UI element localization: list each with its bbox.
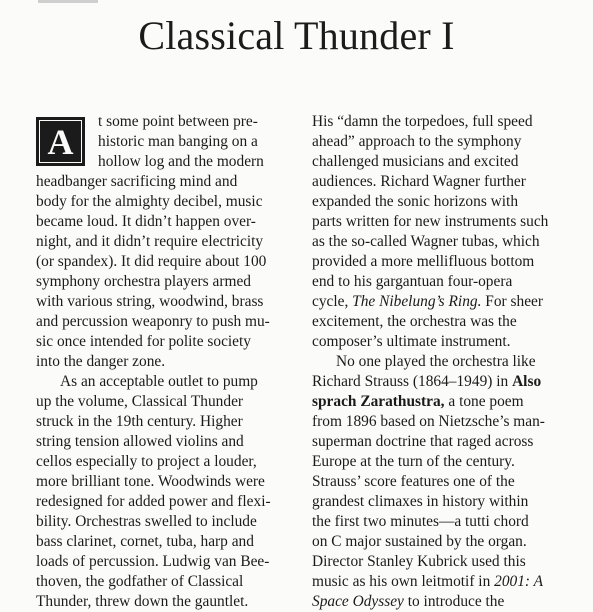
drop-cap-letter: A	[39, 120, 82, 163]
paragraph-wagner	[312, 112, 564, 352]
line: more brilliant tone. Woodwinds were	[36, 473, 265, 490]
line: hollow log and the modern	[98, 153, 264, 170]
line: superman doctrine that raged across	[312, 433, 534, 450]
line: (or spandex). It did require about 100	[36, 253, 267, 270]
line: Director Stanley Kubrick used this	[312, 553, 526, 570]
line: music as his own leitmotif in	[312, 573, 495, 590]
opera-title: The Nibelung’s Ring.	[352, 293, 482, 310]
line: night, and it didn’t require electricity	[36, 233, 264, 250]
line: Strauss’ score features one of the	[312, 473, 515, 490]
line: bass clarinet, cornet, tuba, harp and	[36, 533, 254, 550]
line: grandest climaxes in history within	[312, 493, 529, 510]
line: with various string, woodwind, brass	[36, 293, 264, 310]
line: audiences. Richard Wagner further	[312, 173, 526, 190]
line: and percussion weaponry to push mu-	[36, 313, 270, 330]
line: excitement, the orchestra was the	[312, 313, 517, 330]
work-title: Also sprach Zarathustra,	[312, 373, 542, 410]
line: end to his gargantuan four-opera	[312, 273, 513, 290]
line: Thunder, threw down the gauntlet.	[36, 593, 249, 610]
line: No one played the orchestra like	[336, 353, 536, 370]
paragraph-intro	[36, 112, 277, 372]
left-column	[36, 112, 277, 612]
line: became loud. It didn’t happen over-	[36, 213, 256, 230]
page-title: Classical Thunder I	[138, 13, 455, 58]
paragraph-classical-thunder	[36, 372, 277, 612]
line: His “damn the torpedoes, full speed	[312, 113, 533, 130]
line: to introduce the	[403, 593, 505, 610]
line: into the danger zone.	[36, 353, 166, 370]
line: struck in the 19th century. Higher	[36, 413, 243, 430]
line: redesigned for added power and flexi-	[36, 493, 271, 510]
line: a tone poem	[444, 393, 524, 410]
line: headbanger sacrificing mind and	[36, 173, 238, 190]
top-rule	[38, 0, 98, 3]
line: symphony orchestra players armed	[36, 273, 251, 290]
line: provided a more mellifluous bottom	[312, 253, 535, 270]
line: sic once intended for polite society	[36, 333, 251, 350]
line: Europe at the turn of the century.	[312, 453, 515, 470]
film-title: 2001: A Space Odyssey	[312, 573, 543, 610]
line: cycle,	[312, 293, 353, 310]
line: t some point between pre-	[98, 113, 258, 130]
line: challenged musicians and excited	[312, 153, 519, 170]
line: as the so-called Wagner tubas, which	[312, 233, 540, 250]
line: bility. Orchestras swelled to include	[36, 513, 257, 530]
line: string tension allowed violins and	[36, 433, 244, 450]
right-column	[312, 112, 564, 612]
line: thoven, the godfather of Classical	[36, 573, 244, 590]
line: For sheer	[481, 293, 543, 310]
line: As an acceptable outlet to pump	[60, 373, 258, 390]
line: loads of percussion. Ludwig van Bee-	[36, 553, 270, 570]
line: up the volume, Classical Thunder	[36, 393, 244, 410]
paragraph-strauss	[312, 352, 564, 612]
line: cellos especially to project a louder,	[36, 453, 257, 470]
line: on C major sustained by the organ.	[312, 533, 527, 550]
line: composer’s ultimate instrument.	[312, 333, 511, 350]
line: expanded the sonic horizons with	[312, 193, 519, 210]
line: from 1896 based on Nietzsche’s man-	[312, 413, 545, 430]
line: parts written for new instruments such	[312, 213, 549, 230]
line: the first two minutes—a tutti chord	[312, 513, 529, 530]
drop-cap	[36, 117, 85, 166]
line: historic man banging on a	[98, 133, 258, 150]
line: Richard Strauss (1864–1949) in	[312, 373, 513, 390]
line: body for the almighty decibel, music	[36, 193, 263, 210]
line: ahead” approach to the symphony	[312, 133, 522, 150]
